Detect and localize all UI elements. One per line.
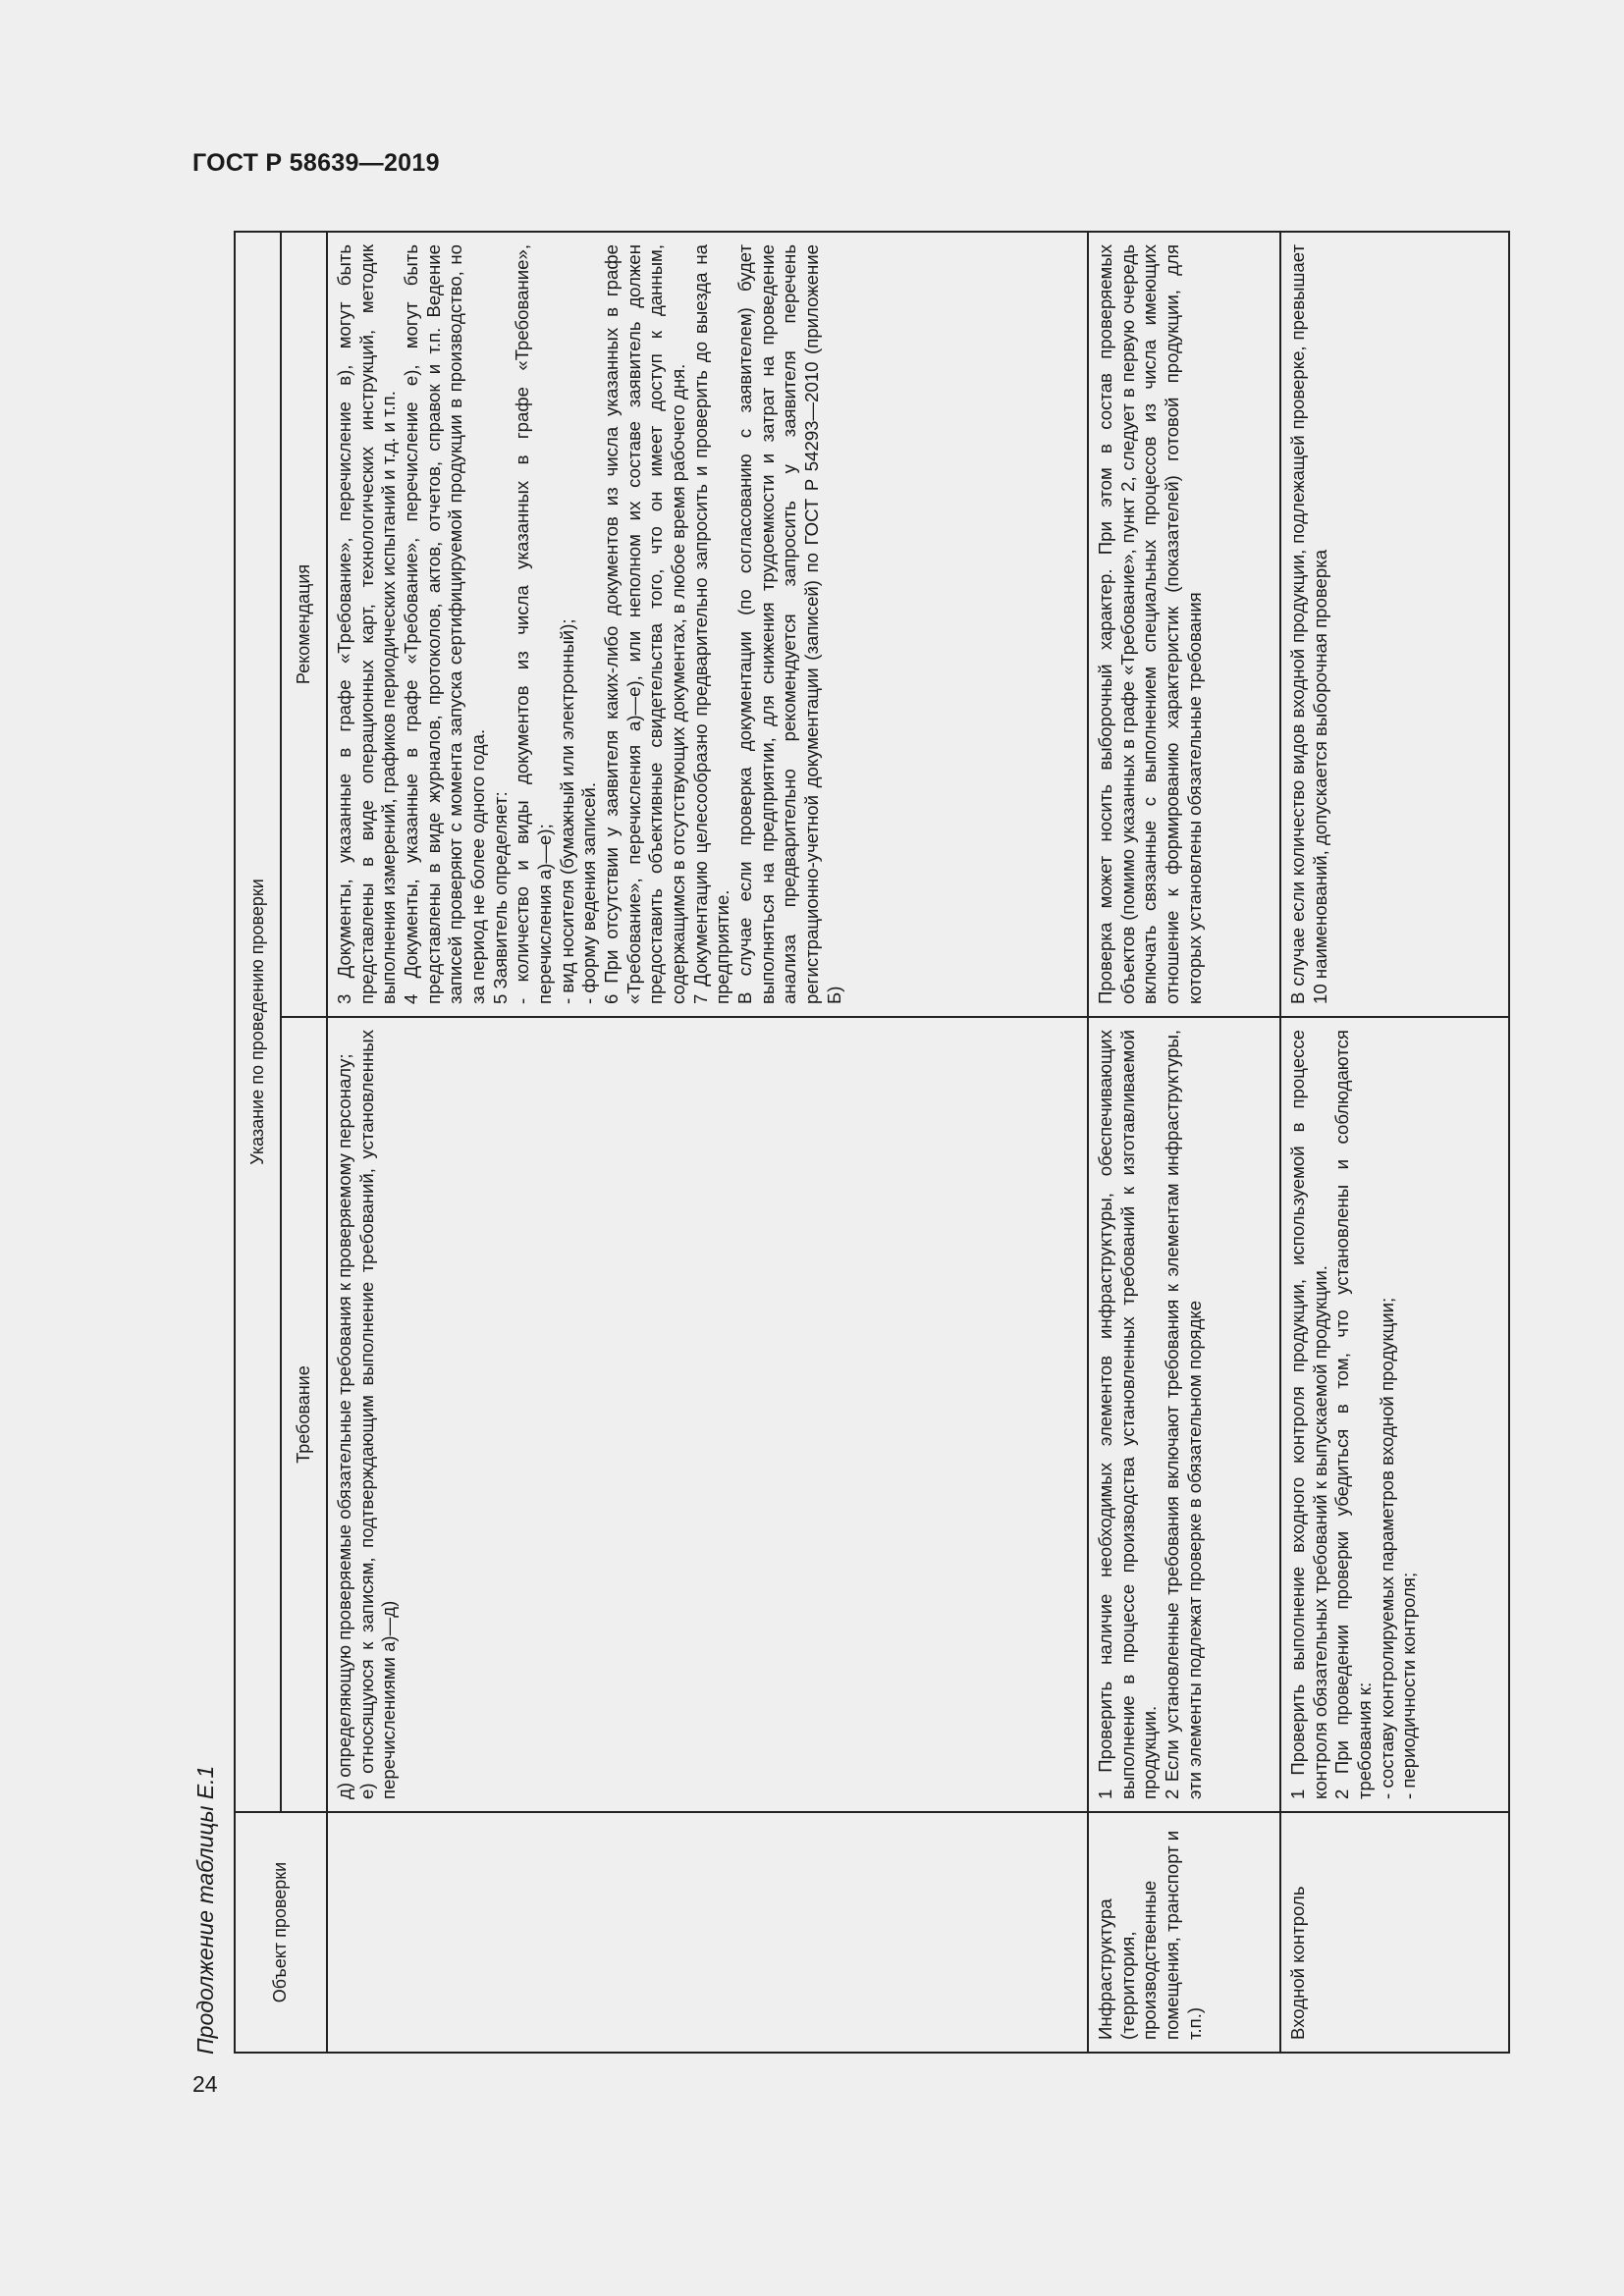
cell-recommendation	[1280, 232, 1509, 1017]
recommendation-line: 4 Документы, указанные в графе «Требование», перечисление е), могут быть представлены в виде журналов, протоколов, актов, отчетов, справок и т.п. Ведение записей проверяют с момента запуска сертифицируемой продукции в производство, но за период не более одного года.	[401, 243, 489, 1004]
recommendation-line: 7 Документацию целесообразно предварительно запросить и проверить до выезда на предприятие.	[689, 243, 733, 1004]
cell-recommendation	[1088, 232, 1280, 1017]
cell-requirement	[1280, 1017, 1509, 1812]
recommendation-line: Проверка может носить выборочный характер. При этом в состав проверяемых объектов (помимо указанных в графе «Требование», пункт 2, следует в первую очередь включать связанные с выполнением специальных процессов из числа имеющих отношение к формированию характеристик (показателей) готовой продукции, для которых установлены обязательные требования	[1095, 243, 1205, 1004]
document-title: ГОСТ Р 58639—2019	[192, 149, 440, 177]
recommendation-line: В случае если проверка документации (по согласованию с заявителем) будет выполняться на предприятии, для снижения трудоемкости и затрат на проведение анализа предварительно рекомендуется запросить у заявителя перечень регистрационно-учетной документации (записей) по ГОСТ Р 54293—2010 (приложение Б)	[734, 243, 844, 1004]
requirement-line: 1 Проверить наличие необходимых элементов инфраструктуры, обеспечивающих выполнение в процессе производства установленных требований к изготавливаемой продукции.	[1095, 1030, 1161, 1799]
table-row	[327, 232, 1088, 2053]
recommendation-line: 5 Заявитель определяет:	[489, 791, 511, 1004]
recommendation-line: - количество и виды документов из числа указанных в графе «Требование», перечисления а)—е);	[512, 243, 556, 1004]
inspection-table	[234, 231, 1510, 2054]
col-header-requirement: Требование	[281, 1017, 327, 1812]
recommendation-line: 3 Документы, указанные в графе «Требование», перечисление в), могут быть представлены в виде операционных карт, технологических инструкций, методик выполнения измерений, графиков периодических испытаний и т.д. и т.п.	[334, 243, 400, 1004]
requirement-line: д) определяющую проверяемые обязательные требования к проверяемому персоналу;	[334, 1053, 354, 1799]
requirement-line: е) относящуюся к записям, подтверждающим выполнение требований, установленных перечислениями а)—д)	[355, 1030, 400, 1799]
cell-object: Входной контроль	[1280, 1812, 1509, 2053]
recommendation-line: - вид носителя (бумажный или электронный);	[556, 618, 577, 1004]
rotated-table-container	[234, 233, 1508, 2054]
requirement-line: - периодичности контроля;	[1398, 1572, 1420, 1799]
requirement-line: 2 Если установленные требования включают требования к элементам инфраструктуры, эти элементы подлежат проверке в обязательном порядке	[1162, 1030, 1205, 1799]
col-header-recommendation: Рекомендация	[281, 232, 327, 1017]
cell-requirement	[327, 1017, 1088, 1812]
recommendation-line: 6 При отсутствии у заявителя каких-либо документов из числа указанных в графе «Требование», перечисления а)—е), или неполном их составе заявитель должен предоставить объективные свидетельства того, что он имеет доступ к данным, содержащимся в отсутствующих документах, в любое время рабочего дня.	[601, 243, 689, 1004]
page-number: 24	[192, 2071, 218, 2097]
requirement-line: - составу контролируемых параметров входной продукции;	[1376, 1297, 1397, 1799]
cell-object	[327, 1812, 1088, 2053]
table-row	[1088, 232, 1280, 2053]
col-header-group: Указание по проведению проверки	[235, 232, 281, 1812]
requirement-line: 2 При проведении проверки убедиться в том, что установлены и соблюдаются требования к:	[1331, 1030, 1376, 1799]
cell-requirement	[1088, 1017, 1280, 1812]
table-caption: Продолжение таблицы Е.1	[192, 1765, 218, 2055]
cell-recommendation	[327, 232, 1088, 1017]
col-header-object: Объект проверки	[235, 1812, 327, 2053]
requirement-line: 1 Проверить выполнение входного контроля продукции, используемой в процессе контроля обязательных требований к выпускаемой продукции.	[1287, 1030, 1330, 1799]
recommendation-line: - форму ведения записей.	[578, 782, 600, 1004]
table-row	[1280, 232, 1509, 2053]
recommendation-line: В случае если количество видов входной продукции, подлежащей проверке, превышает 10 наименований, допускается выборочная проверка	[1287, 243, 1330, 1004]
cell-object: Инфраструктура (территория, производственные помещения, транспорт и т.п.)	[1088, 1812, 1280, 2053]
